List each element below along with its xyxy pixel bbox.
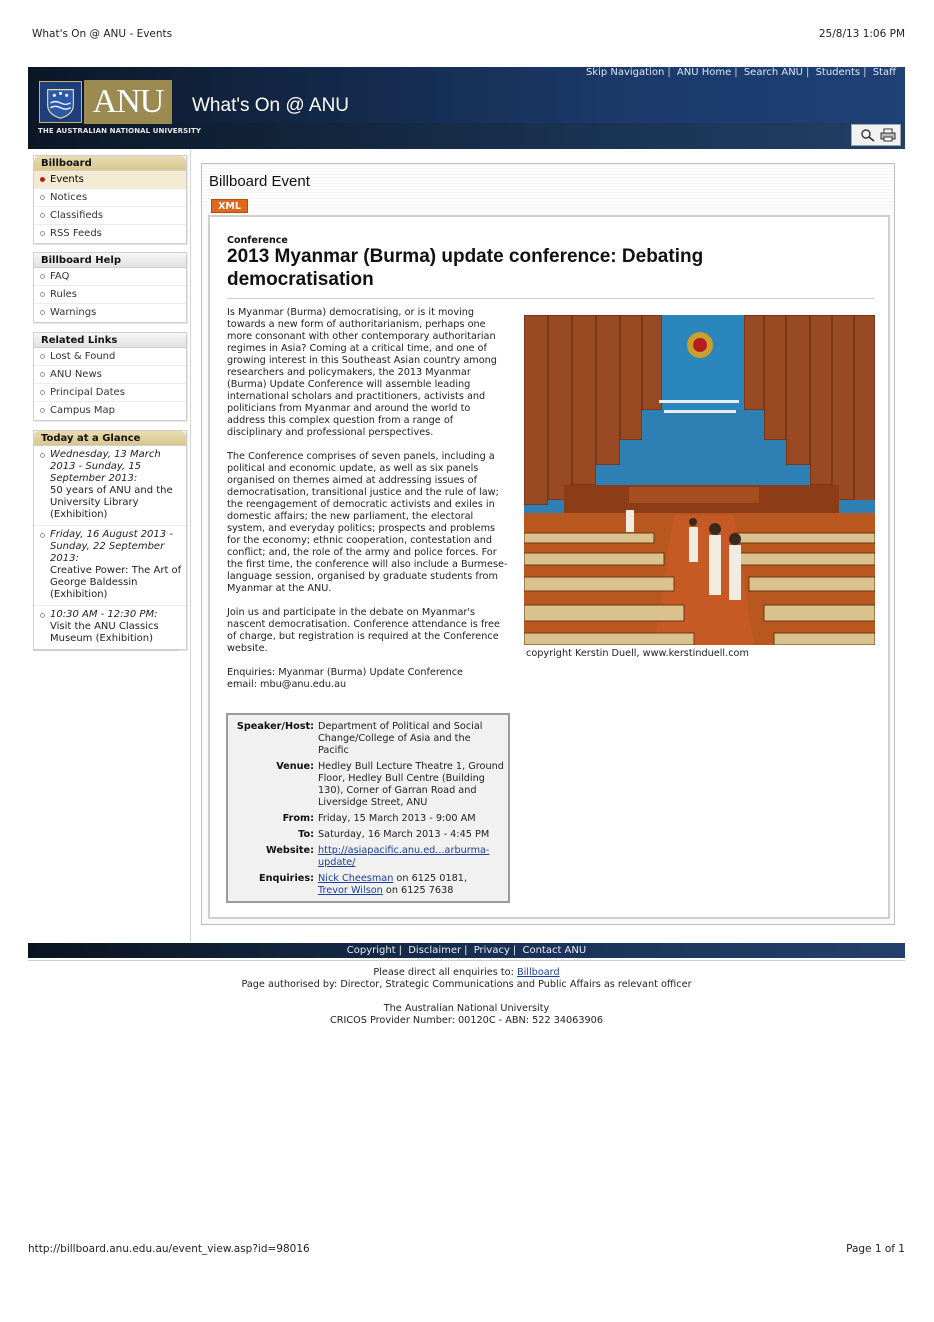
billboard-panel	[33, 155, 187, 244]
footer-university: The Australian National University	[383, 1003, 550, 1014]
detail-row-to	[232, 829, 504, 841]
detail-from: Friday, 15 March 2013 - 9:00 AM	[318, 813, 476, 824]
bullet-icon	[40, 354, 45, 359]
print-icon[interactable]	[880, 128, 896, 142]
footer-authorised: Page authorised by: Director, Strategic Communications and Public Affairs as relevant officer	[241, 979, 692, 990]
nav-separator: |	[734, 67, 738, 78]
sidebar-item-rules[interactable]	[34, 286, 186, 304]
site-title[interactable]: What's On @ ANU	[192, 95, 350, 116]
nav-students[interactable]: Students	[815, 67, 861, 78]
contact-link-nick-cheesman[interactable]: Nick Cheesman	[318, 873, 394, 884]
top-nav	[586, 67, 896, 78]
contact-phone: on 6125 7638	[382, 885, 454, 896]
event-photo	[524, 315, 875, 645]
main-content	[201, 163, 895, 925]
footer-link-contact[interactable]: Contact ANU	[522, 945, 587, 956]
sidebar-item-label: Events	[50, 174, 84, 185]
photo-caption: copyright Kerstin Duell, www.kerstinduell.com	[526, 648, 749, 659]
search-icon[interactable]	[860, 128, 876, 142]
footer-enquiries-prefix: Please direct all enquiries to:	[373, 967, 517, 978]
sidebar-item-label: ANU News	[50, 369, 102, 380]
footer-separator: |	[464, 945, 468, 956]
nav-search-anu[interactable]: Search ANU	[743, 67, 803, 78]
nav-separator: |	[667, 67, 671, 78]
page-title: Billboard Event	[209, 173, 310, 190]
sidebar-item-principal-dates[interactable]	[34, 384, 186, 402]
description-paragraph: The Conference comprises of seven panels, including a political and economic update, as well as six panels organised on themes aimed at addressing issues of democratisation, transitional justice and the rule of law; the reengagement of democratic activists and exiles in domestic affairs; the new parliament, the electoral system, and everyday politics; prospects and problems for the economy; ethnic cooperation, contestation and conflict; and, the role of the army and police forces. For the first time, the conference will also include a Burmese-language session, organised by graduate students from Myanmar at the ANU.	[227, 451, 508, 594]
sidebar-item-anu-news[interactable]	[34, 366, 186, 384]
glance-item[interactable]	[34, 446, 186, 526]
site-banner	[28, 67, 905, 149]
contact-link-trevor-wilson[interactable]: Trevor Wilson	[318, 885, 383, 896]
xml-feed-button[interactable]: XML	[211, 199, 248, 213]
sidebar-item-events[interactable]	[34, 171, 186, 189]
footer-link-disclaimer[interactable]: Disclaimer	[408, 945, 462, 956]
sidebar-item-label: Classifieds	[50, 210, 104, 221]
glance-title: 50 years of ANU and the University Library (Exhibition)	[50, 485, 173, 520]
sidebar-item-label: Notices	[50, 192, 88, 203]
sidebar-item-campus-map[interactable]	[34, 402, 186, 420]
sidebar-item-rss-feeds[interactable]	[34, 225, 186, 243]
detail-label: Website:	[265, 845, 314, 856]
sidebar-divider	[33, 650, 179, 651]
nav-anu-home[interactable]: ANU Home	[676, 67, 732, 78]
event-panel	[208, 215, 890, 919]
detail-label: Venue:	[276, 761, 314, 772]
contact-phone: on 6125 0181,	[393, 873, 468, 884]
footer-link-copyright[interactable]: Copyright	[346, 945, 396, 956]
detail-row-speaker	[232, 721, 504, 757]
bullet-icon	[40, 231, 45, 236]
enquiries-line: Enquiries: Myanmar (Burma) Update Conference	[227, 667, 463, 678]
page-tools	[851, 124, 901, 146]
bullet-icon	[40, 390, 45, 395]
related-links-panel	[33, 332, 187, 421]
event-title: 2013 Myanmar (Burma) update conference: Debating democratisation	[227, 246, 704, 290]
bullet-icon	[40, 453, 45, 458]
detail-speaker: Department of Political and Social Change/College of Asia and the Pacific	[318, 721, 483, 756]
sidebar-item-label: RSS Feeds	[50, 228, 102, 239]
sidebar-item-faq[interactable]	[34, 268, 186, 286]
glance-item[interactable]	[34, 526, 186, 606]
bullet-icon	[40, 408, 45, 413]
nav-staff[interactable]: Staff	[872, 67, 896, 78]
nav-separator: |	[806, 67, 810, 78]
detail-label: To:	[298, 829, 314, 840]
footer-cricos: CRICOS Provider Number: 00120C - ABN: 522 34063906	[330, 1015, 603, 1026]
website-link[interactable]: http://asiapacific.anu.ed...arburma-update/	[318, 845, 490, 868]
sidebar-item-label: Principal Dates	[50, 387, 125, 398]
detail-website-cell	[318, 845, 504, 869]
bullet-icon	[40, 310, 45, 315]
event-description	[227, 307, 510, 691]
glance-panel	[33, 430, 187, 650]
bullet-icon	[40, 213, 45, 218]
detail-row-venue	[232, 761, 504, 809]
help-panel	[33, 252, 187, 323]
glance-title: Creative Power: The Art of George Baldessin (Exhibition)	[50, 565, 182, 600]
anu-logo-text[interactable]: ANU	[84, 80, 172, 124]
related-links-heading: Related Links	[34, 333, 186, 348]
email-line: email: mbu@anu.edu.au	[227, 679, 347, 690]
detail-label: From:	[282, 813, 314, 824]
footer-billboard-link[interactable]: Billboard	[516, 967, 560, 978]
sidebar-item-label: FAQ	[50, 271, 70, 282]
sidebar-item-classifieds[interactable]	[34, 207, 186, 225]
detail-row-enquiries	[232, 873, 504, 897]
anu-crest-icon[interactable]	[39, 81, 82, 123]
bullet-icon	[40, 195, 45, 200]
billboard-panel-heading: Billboard	[34, 156, 186, 171]
glance-heading: Today at a Glance	[34, 431, 186, 446]
help-panel-heading: Billboard Help	[34, 253, 186, 268]
print-page-number: Page 1 of 1	[846, 1243, 905, 1255]
bullet-icon	[40, 533, 45, 538]
event-category: Conference	[227, 235, 288, 246]
sidebar-item-notices[interactable]	[34, 189, 186, 207]
detail-label: Speaker/Host:	[236, 721, 314, 732]
footer-separator: |	[398, 945, 403, 956]
footer-link-privacy[interactable]: Privacy	[473, 945, 510, 956]
footer-links-bar	[28, 943, 905, 958]
footer-enquiries	[28, 967, 905, 978]
bullet-icon	[40, 613, 45, 618]
description-paragraph: Join us and participate in the debate on Myanmar's nascent democratisation. Conference attendance is free of charge, but registration is required at the Conference website.	[227, 607, 500, 654]
glance-item[interactable]	[34, 606, 186, 649]
detail-enquiries-cell	[318, 873, 504, 897]
description-paragraph: Is Myanmar (Burma) democratising, or is it moving towards a new form of authoritarianism, perhaps one more consonant with other contemporary authoritarian regimes in Asia? Coming at a critical time, and one of growing interest in this Southeast Asian country among researchers and policymakers, the 2013 Myanmar (Burma) Update Conference will assemble leading international scholars and practitioners, activists and politicians from Myanmar and around the world to address this complex question from a range of disciplinary and professional perspectives.	[227, 307, 497, 438]
bullet-icon	[40, 292, 45, 297]
sidebar-item-label: Lost & Found	[50, 351, 116, 362]
glance-date: Friday, 16 August 2013 - Sunday, 22 September 2013:	[50, 529, 173, 564]
detail-to: Saturday, 16 March 2013 - 4:45 PM	[318, 829, 490, 840]
nav-skip-navigation[interactable]: Skip Navigation	[585, 67, 665, 78]
event-details-box	[226, 713, 510, 903]
print-datetime: 25/8/13 1:06 PM	[818, 28, 905, 40]
glance-title: Visit the ANU Classics Museum (Exhibition)	[50, 621, 159, 644]
bullet-icon	[40, 177, 45, 182]
glance-date: Wednesday, 13 March 2013 - Sunday, 15 September 2013:	[50, 449, 161, 484]
sidebar-item-lost-found[interactable]	[34, 348, 186, 366]
title-divider	[227, 298, 874, 299]
anu-logo-subtitle: THE AUSTRALIAN NATIONAL UNIVERSITY	[38, 127, 202, 135]
sidebar-item-warnings[interactable]	[34, 304, 186, 322]
detail-venue: Hedley Bull Lecture Theatre 1, Ground Floor, Hedley Bull Centre (Building 130), Corner of Garran Road and Liversidge Street, ANU	[318, 761, 504, 808]
print-url: http://billboard.anu.edu.au/event_view.asp?id=98016	[28, 1243, 310, 1255]
footer-separator: |	[512, 945, 517, 956]
detail-row-from	[232, 813, 504, 825]
detail-label: Enquiries:	[259, 873, 314, 884]
nav-separator: |	[863, 67, 867, 78]
sidebar-item-label: Campus Map	[50, 405, 116, 416]
sidebar-item-label: Warnings	[50, 307, 97, 318]
footer-divider	[28, 960, 905, 961]
bullet-icon	[40, 372, 45, 377]
glance-date: 10:30 AM - 12:30 PM:	[50, 609, 158, 620]
detail-row-website	[232, 845, 504, 869]
sidebar-item-label: Rules	[50, 289, 77, 300]
bullet-icon	[40, 274, 45, 279]
print-page-title: What's On @ ANU - Events	[32, 28, 173, 40]
